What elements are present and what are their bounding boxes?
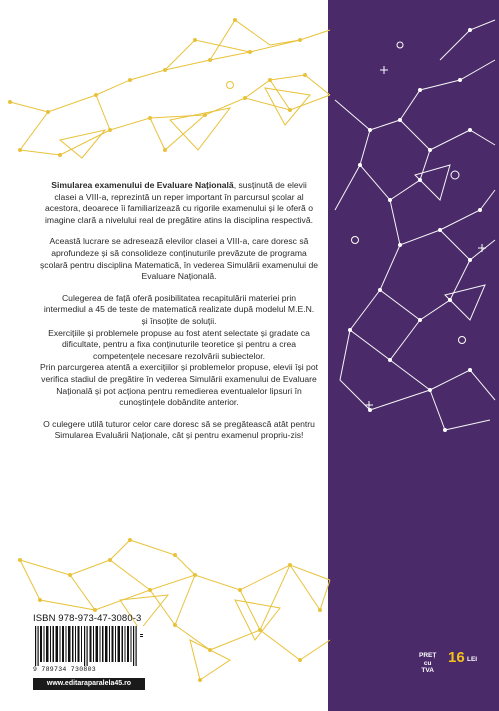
intro-bold: Simularea examenului de Evaluare Națională — [51, 180, 234, 190]
paragraph-intro — [40, 180, 318, 226]
price-value: 16 — [448, 649, 465, 666]
price-label-line1: PREȚ — [419, 652, 437, 659]
barcode — [33, 626, 145, 666]
white-nodes — [348, 28, 482, 432]
paragraph-benefits: Prin parcurgerea atentă a exercițiilor și problemelor propuse, elevii își pot verifica stadiul de pregătire în vederea Simulării examenului de Evaluare Națională și pot acționa pentru remedierea eventualelor lipsuri în cunoștințele dobândite anterior. — [40, 362, 319, 408]
paragraph-audience: Această lucrare se adresează elevilor clasei a VIII-a, care doresc să aprofundeze și să consolideze conținuturile prevăzute de programa școlară pentru disciplina Matematică, în vederea Simulării examenului de Evaluare Națională. — [40, 236, 319, 282]
isbn-label: ISBN 978-973-47-3080-3 — [33, 613, 142, 624]
intro-rest: , susținută de elevii clasei a VIII-a, reprezintă un reper important în parcursul școlar al acestora, deoarece îi familiarizează cu rigorile examenului și le oferă o imagine clară a nivelului real de pregătire atins la disciplina respectivă. — [45, 180, 313, 225]
paragraph-exercises: Exercițiile și problemele propuse au fost atent selectate și gradate ca dificultate, pentru a fixa conținuturile teoretice și pentru a crea competențele necesare rezolvării subiectelor. — [48, 327, 310, 361]
paragraph-content: Culegerea de față oferă posibilitatea recapitulării materiei prin intermediul a 45 de teste de matematică realizate după modelul M.E.N. și însoțite de soluții. — [43, 292, 315, 326]
price-label — [419, 652, 436, 675]
gold-constellation-top — [10, 20, 330, 158]
price-label-line2: cu TVA — [421, 659, 434, 674]
price-unit: LEI — [467, 656, 478, 663]
description-text — [40, 180, 318, 452]
publisher-website[interactable]: www.editaraparalela45.ro — [33, 678, 145, 690]
barcode-digits: 9 789734 730803 — [33, 666, 97, 673]
paragraph-closing: O culegere utilă tuturor celor care doresc să se pregătească atât pentru Simularea Evaluării Naționale, cât și pentru examenul propriu-zis! — [43, 418, 315, 441]
plus-sparkles — [365, 66, 486, 409]
